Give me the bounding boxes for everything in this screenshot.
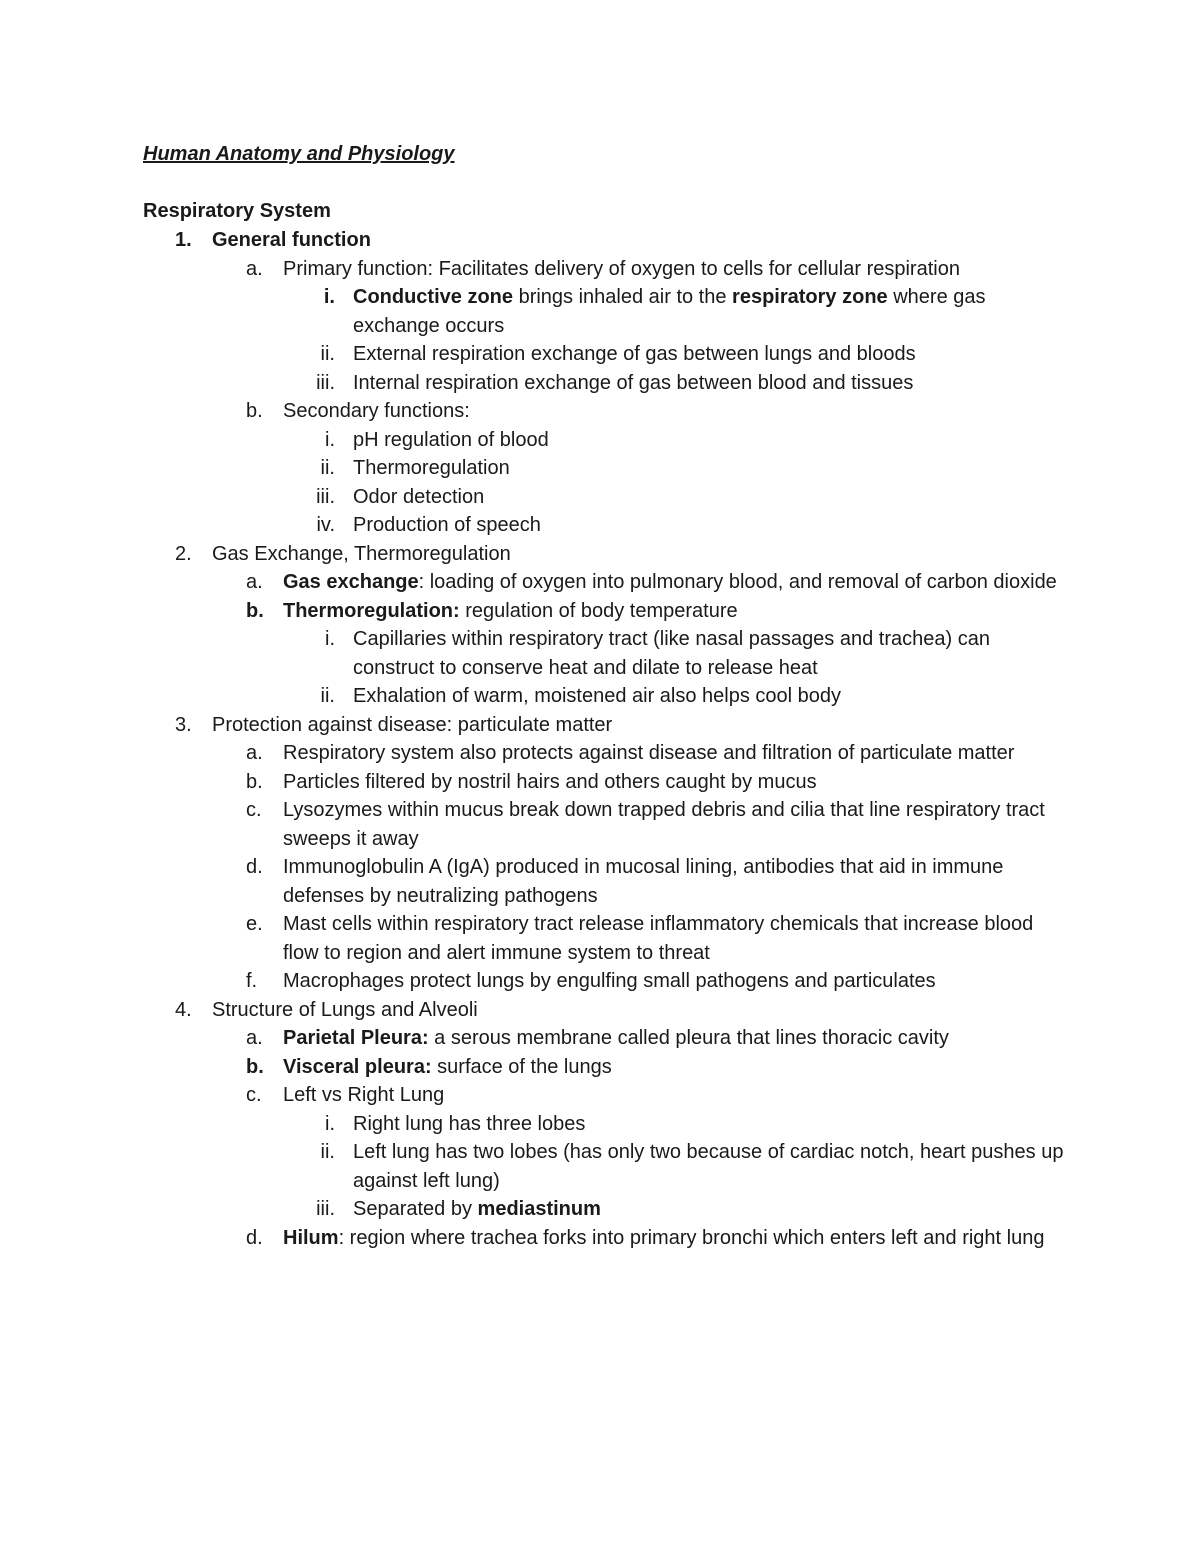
outline-item-4 (175, 996, 1200, 1025)
spacer (0, 169, 1200, 197)
outline-item-1b-iv (316, 511, 1073, 540)
outline-marker: a. (246, 571, 263, 593)
outline-text: Respiratory system also protects against disease and filtration of particulate matter (283, 742, 1015, 764)
outline-marker: ii. (320, 685, 335, 707)
outline-text: Lysozymes within mucus break down trapped debris and cilia that line respiratory tract sweeps it away (283, 799, 1045, 850)
outline-item-3a (246, 739, 1073, 768)
outline-item-1a-ii (320, 340, 1073, 369)
outline-marker: 3. (175, 713, 192, 736)
outline-marker: c. (246, 1084, 262, 1106)
outline-item-1a-iii (316, 369, 1073, 398)
outline-marker: c. (246, 799, 262, 821)
outline-text: External respiration exchange of gas between lungs and bloods (353, 343, 916, 365)
outline-text: a serous membrane called pleura that lines thoracic cavity (428, 1027, 949, 1049)
outline-text: brings inhaled air to the (513, 286, 733, 308)
outline-item-4c-ii (320, 1138, 1073, 1195)
outline-marker: ii. (320, 1141, 335, 1163)
outline-marker: b. (246, 599, 264, 622)
section-heading: Respiratory System (143, 200, 331, 222)
outline-marker: iii. (316, 371, 335, 394)
outline-marker: e. (246, 913, 263, 935)
outline-text: regulation of body temperature (459, 599, 738, 622)
bold-term: respiratory zone (732, 286, 888, 308)
outline-text: Particles filtered by nostril hairs and others caught by mucus (283, 770, 817, 793)
bold-term: Hilum (283, 1226, 339, 1249)
outline-item-3f (246, 967, 1073, 996)
bold-term: Conductive zone (353, 286, 514, 308)
outline-marker: d. (246, 1226, 263, 1249)
outline-item-4a (246, 1024, 1073, 1053)
outline-item-3d (246, 853, 1073, 910)
bold-term: Parietal Pleura: (283, 1027, 429, 1049)
outline-marker: b. (246, 1055, 264, 1078)
outline-marker: a. (246, 742, 263, 764)
outline-item-4c-iii (316, 1195, 1073, 1224)
outline-text: Secondary functions: (283, 400, 470, 422)
outline-text: Gas Exchange, Thermoregulation (212, 542, 511, 565)
outline-text: Left vs Right Lung (283, 1084, 445, 1106)
bold-term: Thermoregulation: (283, 599, 460, 622)
outline-text: Left lung has two lobes (has only two because of cardiac notch, heart pushes up against left lung) (353, 1141, 1064, 1192)
outline-text: Structure of Lungs and Alveoli (212, 998, 478, 1021)
outline-item-1a (246, 255, 1073, 284)
outline-item-1b-iii (316, 483, 1073, 512)
outline-marker: ii. (320, 457, 335, 479)
outline-marker: b. (246, 770, 263, 793)
outline-item-2 (175, 540, 1200, 569)
outline-item-3 (175, 711, 1200, 740)
outline-item-2b-i (325, 625, 1073, 682)
outline-item-4b (246, 1053, 1073, 1082)
outline-text: Primary function: Facilitates delivery of oxygen to cells for cellular respiration (283, 257, 960, 280)
outline-text: Macrophages protect lungs by engulfing small pathogens and particulates (283, 970, 936, 992)
outline-marker: i. (323, 286, 335, 308)
outline-text: Odor detection (353, 485, 485, 508)
outline-marker: i. (325, 1112, 335, 1135)
outline-item-4d (246, 1224, 1073, 1253)
outline-item-1a-i (323, 283, 1073, 340)
outline-item-3b (246, 768, 1073, 797)
outline-item-2a (246, 568, 1073, 597)
outline-text: : loading of oxygen into pulmonary blood, and removal of carbon dioxide (418, 571, 1057, 593)
outline-item-3e (246, 910, 1073, 967)
document-title: Human Anatomy and Physiology (143, 143, 455, 165)
outline-marker: 4. (175, 998, 192, 1021)
outline-text: Immunoglobulin A (IgA) produced in mucosal lining, antibodies that aid in immune defenses by neutralizing pathogens (283, 856, 1004, 907)
outline-item-3c (246, 796, 1073, 853)
outline-text: General function (212, 229, 371, 251)
outline-marker: ii. (320, 343, 335, 365)
outline-marker: iii. (316, 485, 335, 508)
outline-marker: a. (246, 1027, 263, 1049)
outline-marker: 1. (175, 229, 192, 251)
outline-marker: i. (325, 628, 335, 650)
outline-marker: 2. (175, 542, 192, 565)
bold-term: Gas exchange (283, 571, 419, 593)
outline-item-1b-ii (320, 454, 1073, 483)
outline-text: Production of speech (353, 514, 541, 536)
bold-term: Visceral pleura: (283, 1055, 432, 1078)
outline-marker: a. (246, 257, 263, 280)
outline-text: Exhalation of warm, moistened air also helps cool body (353, 685, 842, 707)
outline-text: Thermoregulation (353, 457, 510, 479)
outline-item-1b (246, 397, 1073, 426)
outline-text: Internal respiration exchange of gas between blood and tissues (353, 371, 914, 394)
outline-text: Protection against disease: particulate matter (212, 713, 613, 736)
outline-marker: iv. (316, 514, 335, 536)
outline-marker: b. (246, 400, 263, 422)
outline-item-2b (246, 597, 1073, 626)
outline-marker: i. (325, 428, 335, 451)
outline-text: where gas exchange occurs (353, 286, 986, 337)
outline-text: Right lung has three lobes (353, 1112, 586, 1135)
outline-text: Separated by (353, 1198, 478, 1220)
outline-text: : region where trachea forks into primary bronchi which enters left and right lung (338, 1226, 1045, 1249)
outline-marker: f. (246, 970, 258, 992)
outline-item-4c-i (325, 1110, 1073, 1139)
outline-text: Mast cells within respiratory tract release inflammatory chemicals that increase blood flow to region and alert immune system to threat (283, 913, 1034, 964)
outline-text: pH regulation of blood (353, 428, 549, 451)
outline-item-4c (246, 1081, 1073, 1110)
outline-text: Capillaries within respiratory tract (like nasal passages and trachea) can construct to conserve heat and dilate to release heat (353, 628, 990, 679)
outline-text: surface of the lungs (431, 1055, 612, 1078)
outline-marker: iii. (316, 1198, 335, 1220)
outline-item-1b-i (325, 426, 1073, 455)
outline-marker: d. (246, 856, 263, 878)
bold-term: mediastinum (477, 1198, 601, 1220)
outline-item-1 (175, 226, 1200, 255)
outline-item-2b-ii (320, 682, 1073, 711)
